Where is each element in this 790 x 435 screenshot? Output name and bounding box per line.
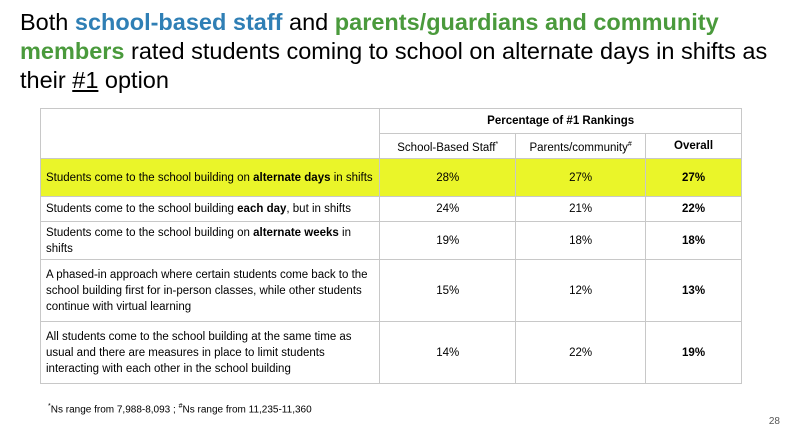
cell-overall: 13% (646, 260, 742, 322)
slide-title (20, 8, 780, 95)
group-header: Percentage of #1 Rankings (380, 109, 742, 134)
cell-parents: 18% (516, 222, 646, 260)
row-label-text: Students come to the school building (46, 203, 238, 215)
cell-staff: 28% (380, 159, 516, 197)
title-staff-highlight: school-based staff (74, 9, 283, 35)
table-row (41, 260, 742, 322)
row-label: All students come to the school building at the same time as usual and there are measures in place to limit students interacting with each other in the school building (41, 322, 380, 384)
title-rank: #1 (72, 67, 99, 93)
footnote-mark: # (178, 403, 183, 410)
cell-overall: 27% (646, 159, 742, 197)
col-header-staff-mark: * (495, 140, 499, 148)
rankings-table (40, 108, 742, 384)
row-label (41, 159, 380, 197)
title-text: and (282, 9, 335, 35)
row-label-text: Students come to the school building on (46, 226, 254, 239)
title-parents-highlight: parents/guardians and community members (20, 9, 719, 64)
footnote-text: Ns range from 7,988-8,093 ; (50, 404, 179, 416)
row-label (41, 197, 380, 222)
col-header-staff (380, 134, 516, 159)
row-label (41, 222, 380, 260)
row-label-text: in shifts (330, 171, 373, 184)
table-row (41, 197, 742, 222)
row-label-emphasis: each day (237, 203, 287, 215)
title-text: rated students coming to school on alternate days in shifts as their (20, 38, 768, 93)
title-text: Both (20, 9, 75, 35)
col-header-parents (516, 134, 646, 159)
cell-staff: 24% (380, 197, 516, 222)
footnote-mark: * (48, 403, 51, 410)
cell-overall: 19% (646, 322, 742, 384)
page-number: 28 (768, 416, 780, 427)
cell-parents: 22% (516, 322, 646, 384)
row-label-text: Students come to the school building on (46, 171, 254, 184)
table-row (41, 159, 742, 197)
cell-overall: 18% (646, 222, 742, 260)
cell-staff: 15% (380, 260, 516, 322)
cell-parents: 27% (516, 159, 646, 197)
title-text: option (98, 67, 169, 93)
row-label-text: in shifts (46, 226, 351, 255)
cell-staff: 19% (380, 222, 516, 260)
cell-parents: 12% (516, 260, 646, 322)
footnote (48, 403, 312, 415)
col-header-staff-label: School-Based Staff (397, 141, 496, 154)
table-row (41, 222, 742, 260)
row-label-emphasis: alternate days (253, 171, 331, 184)
cell-parents: 21% (516, 197, 646, 222)
empty-header-cell (41, 109, 380, 159)
row-label: A phased-in approach where certain students come back to the school building first for in-person classes, while other students continue with virtual learning (41, 260, 380, 322)
table-group-header-row (41, 109, 742, 134)
col-header-parents-mark: # (627, 140, 632, 148)
col-header-parents-label: Parents/community (529, 141, 628, 154)
footnote-text: Ns range from 11,235-11,360 (182, 404, 312, 416)
row-label-text: , but in shifts (286, 203, 351, 215)
cell-staff: 14% (380, 322, 516, 384)
cell-overall: 22% (646, 197, 742, 222)
row-label-emphasis: alternate weeks (253, 226, 339, 239)
table-row (41, 322, 742, 384)
col-header-overall: Overall (646, 134, 742, 159)
